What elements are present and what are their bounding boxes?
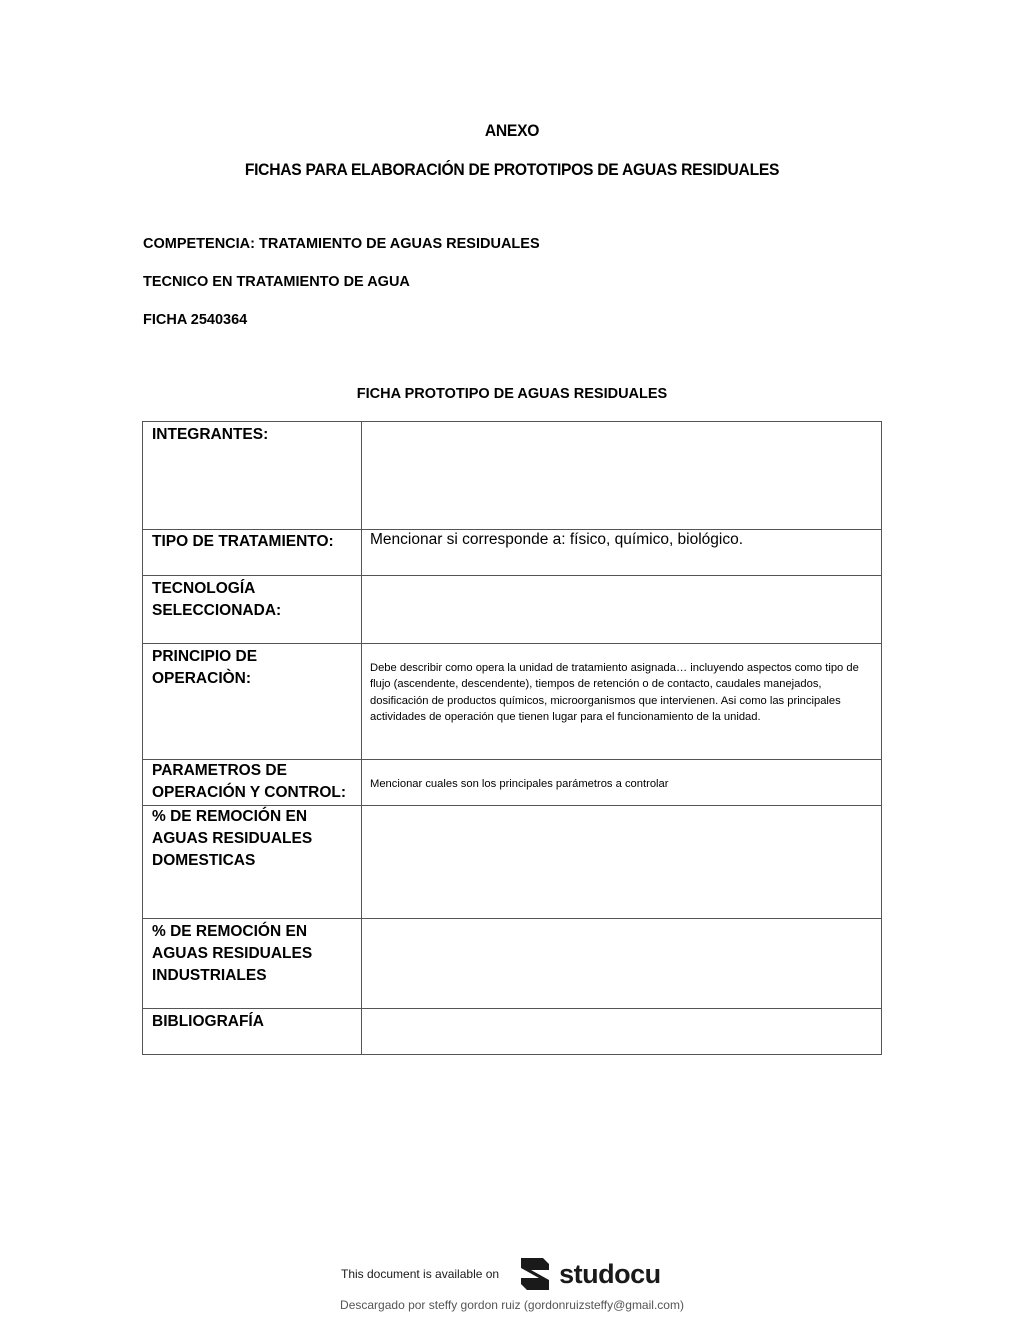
table-row: [143, 422, 882, 530]
row-value-text: [370, 806, 873, 807]
row-value-tecnologia[interactable]: [362, 576, 882, 644]
row-label-principio: PRINCIPIO DE OPERACIÒN:: [143, 644, 362, 760]
row-value-text: [370, 576, 873, 577]
studocu-logo: [517, 1254, 661, 1294]
row-value-remocion-industriales[interactable]: [362, 919, 882, 1009]
row-label-parametros: PARAMETROS DE OPERACIÓN Y CONTROL:: [143, 760, 362, 806]
row-label-bibliografia: BIBLIOGRAFÍA: [143, 1009, 362, 1055]
row-value-integrantes[interactable]: [362, 422, 882, 530]
available-text: This document is available on: [341, 1267, 500, 1281]
table-row: [143, 760, 882, 806]
table-row: [143, 806, 882, 919]
row-label-remocion-industriales: % DE REMOCIÓN EN AGUAS RESIDUALES INDUSTRIALES: [143, 919, 362, 1009]
row-label-integrantes: INTEGRANTES:: [143, 422, 362, 530]
row-label-remocion-domesticas: % DE REMOCIÓN EN AGUAS RESIDUALES DOMESTICAS: [143, 806, 362, 919]
download-attribution: Descargado por steffy gordon ruiz (gordonruizsteffy@gmail.com): [340, 1298, 684, 1312]
row-value-remocion-domesticas[interactable]: [362, 806, 882, 919]
studocu-banner[interactable]: [341, 1254, 661, 1294]
document-title: ANEXO: [484, 121, 540, 140]
row-value-principio[interactable]: [362, 644, 882, 760]
programa-line: TECNICO EN TRATAMIENTO DE AGUA: [143, 274, 410, 290]
studocu-mark-icon: [517, 1254, 553, 1294]
document-subtitle: FICHAS PARA ELABORACIÓN DE PROTOTIPOS DE AGUAS RESIDUALES: [244, 160, 780, 179]
row-value-parametros[interactable]: [362, 760, 882, 806]
prototype-form-table: [142, 421, 882, 1055]
row-label-tipo-tratamiento: TIPO DE TRATAMIENTO:: [143, 530, 362, 576]
row-value-bibliografia[interactable]: [362, 1009, 882, 1055]
table-row: [143, 919, 882, 1009]
studocu-wordmark: studocu: [559, 1258, 661, 1289]
row-value-text: [370, 422, 873, 423]
row-value-text: Mencionar cuales son los principales parámetros a controlar: [370, 778, 669, 790]
table-row: [143, 644, 882, 760]
table-row: [143, 530, 882, 576]
form-title: FICHA PROTOTIPO DE AGUAS RESIDUALES: [356, 386, 668, 402]
competencia-line: COMPETENCIA: TRATAMIENTO DE AGUAS RESIDUALES: [143, 236, 540, 252]
ficha-line: FICHA 2540364: [143, 312, 248, 328]
table-row: [143, 1009, 882, 1055]
row-value-text: Debe describir como opera la unidad de tratamiento asignada… incluyendo aspectos como tipo de flujo (ascendente, descendente), tiempos de retención o de contacto, caudales manejados, dosificación de productos químicos, microorganismos que intervienen. Asi como las principales actividades de operación que tienen lugar para el funcionamiento de la unidad.: [370, 662, 859, 723]
row-value-text: [370, 1009, 873, 1010]
row-value-text: [370, 919, 873, 920]
row-value-text: Mencionar si corresponde a: físico, químico, biológico.: [370, 531, 744, 548]
row-value-tipo-tratamiento[interactable]: [362, 530, 882, 576]
table-row: [143, 576, 882, 644]
row-label-tecnologia: TECNOLOGÍA SELECCIONADA:: [143, 576, 362, 644]
